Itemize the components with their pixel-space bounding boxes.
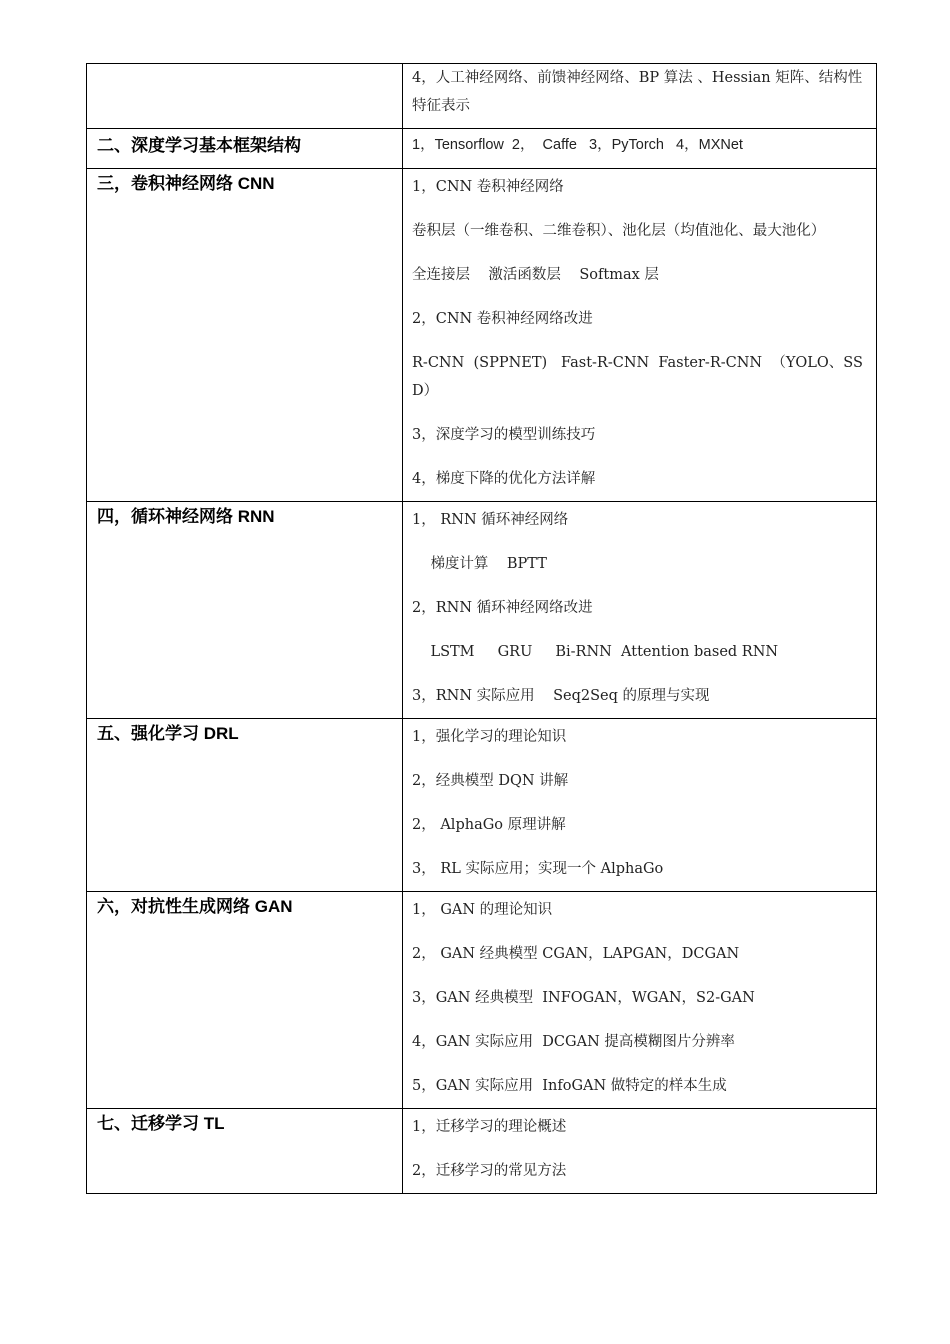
section-title: 四，循环神经网络 RNN <box>97 507 275 526</box>
content-line: 2， AlphaGo 原理讲解 <box>412 817 566 833</box>
content-line: 1，Tensorflow 2， Caffe 3，PyTorch 4，MXNet <box>412 137 743 153</box>
content-line: 2，迁移学习的常见方法 <box>412 1163 567 1179</box>
table-row <box>87 892 877 1109</box>
content-line: 4，梯度下降的优化方法详解 <box>412 471 596 487</box>
course-outline-table <box>86 63 877 1194</box>
section-title-cell <box>87 502 403 719</box>
table-row <box>87 719 877 892</box>
table-row <box>87 169 877 502</box>
content-line: 3，RNN 实际应用 Seq2Seq 的原理与实现 <box>412 688 710 704</box>
section-title: 七、迁移学习 TL <box>97 1114 225 1133</box>
section-content-cell <box>403 64 877 129</box>
section-content-cell <box>403 892 877 1109</box>
section-title-cell <box>87 64 403 129</box>
content-line: 3， RL 实际应用；实现一个 AlphaGo <box>412 861 664 877</box>
section-title-cell <box>87 129 403 169</box>
section-title-cell <box>87 719 403 892</box>
content-line: 1，CNN 卷积神经网络 <box>412 179 564 195</box>
content-line: 5，GAN 实际应用 InfoGAN 做特定的样本生成 <box>412 1078 727 1094</box>
section-content-cell <box>403 502 877 719</box>
content-line: 卷积层（一维卷积、二维卷积）、池化层（均值池化、最大池化） <box>412 223 826 239</box>
section-title <box>87 64 402 74</box>
content-line: 1，迁移学习的理论概述 <box>412 1119 567 1135</box>
content-line: 2， GAN 经典模型 CGAN，LAPGAN，DCGAN <box>412 946 740 962</box>
section-title-cell <box>87 1109 403 1194</box>
section-title-cell <box>87 169 403 502</box>
content-line: 3，GAN 经典模型 INFOGAN，WGAN，S2-GAN <box>412 990 755 1006</box>
section-content-cell <box>403 1109 877 1194</box>
section-title: 六，对抗性生成网络 GAN <box>97 897 293 916</box>
content-line: 3，深度学习的模型训练技巧 <box>412 427 596 443</box>
section-title-cell <box>87 892 403 1109</box>
content-line: 4，人工神经网络、前馈神经网络、BP 算法 、Hessian 矩阵、结构性特征表示 <box>412 70 863 114</box>
content-line: 1， GAN 的理论知识 <box>412 902 553 918</box>
table-row <box>87 64 877 129</box>
content-line: 2，CNN 卷积神经网络改进 <box>412 311 593 327</box>
section-title: 五、强化学习 DRL <box>97 724 239 743</box>
section-content-cell <box>403 169 877 502</box>
table-row <box>87 1109 877 1194</box>
table-row <box>87 502 877 719</box>
table-row <box>87 129 877 169</box>
content-line: R-CNN (SPPNET) Fast-R-CNN Faster-R-CNN （YOLO、SSD） <box>412 355 863 399</box>
section-title: 二、深度学习基本框架结构 <box>97 136 301 155</box>
content-line: 1， RNN 循环神经网络 <box>412 512 569 528</box>
content-line: LSTM GRU Bi-RNN Attention based RNN <box>412 644 779 660</box>
content-line: 2，经典模型 DQN 讲解 <box>412 773 569 789</box>
section-content-cell <box>403 719 877 892</box>
content-line: 全连接层 激活函数层 Softmax 层 <box>412 267 659 283</box>
section-content-cell <box>403 129 877 169</box>
content-line: 1，强化学习的理论知识 <box>412 729 567 745</box>
section-title: 三，卷积神经网络 CNN <box>97 174 275 193</box>
content-line: 2，RNN 循环神经网络改进 <box>412 600 593 616</box>
content-line: 4，GAN 实际应用 DCGAN 提高模糊图片分辨率 <box>412 1034 735 1050</box>
content-line: 梯度计算 BPTT <box>412 556 547 572</box>
